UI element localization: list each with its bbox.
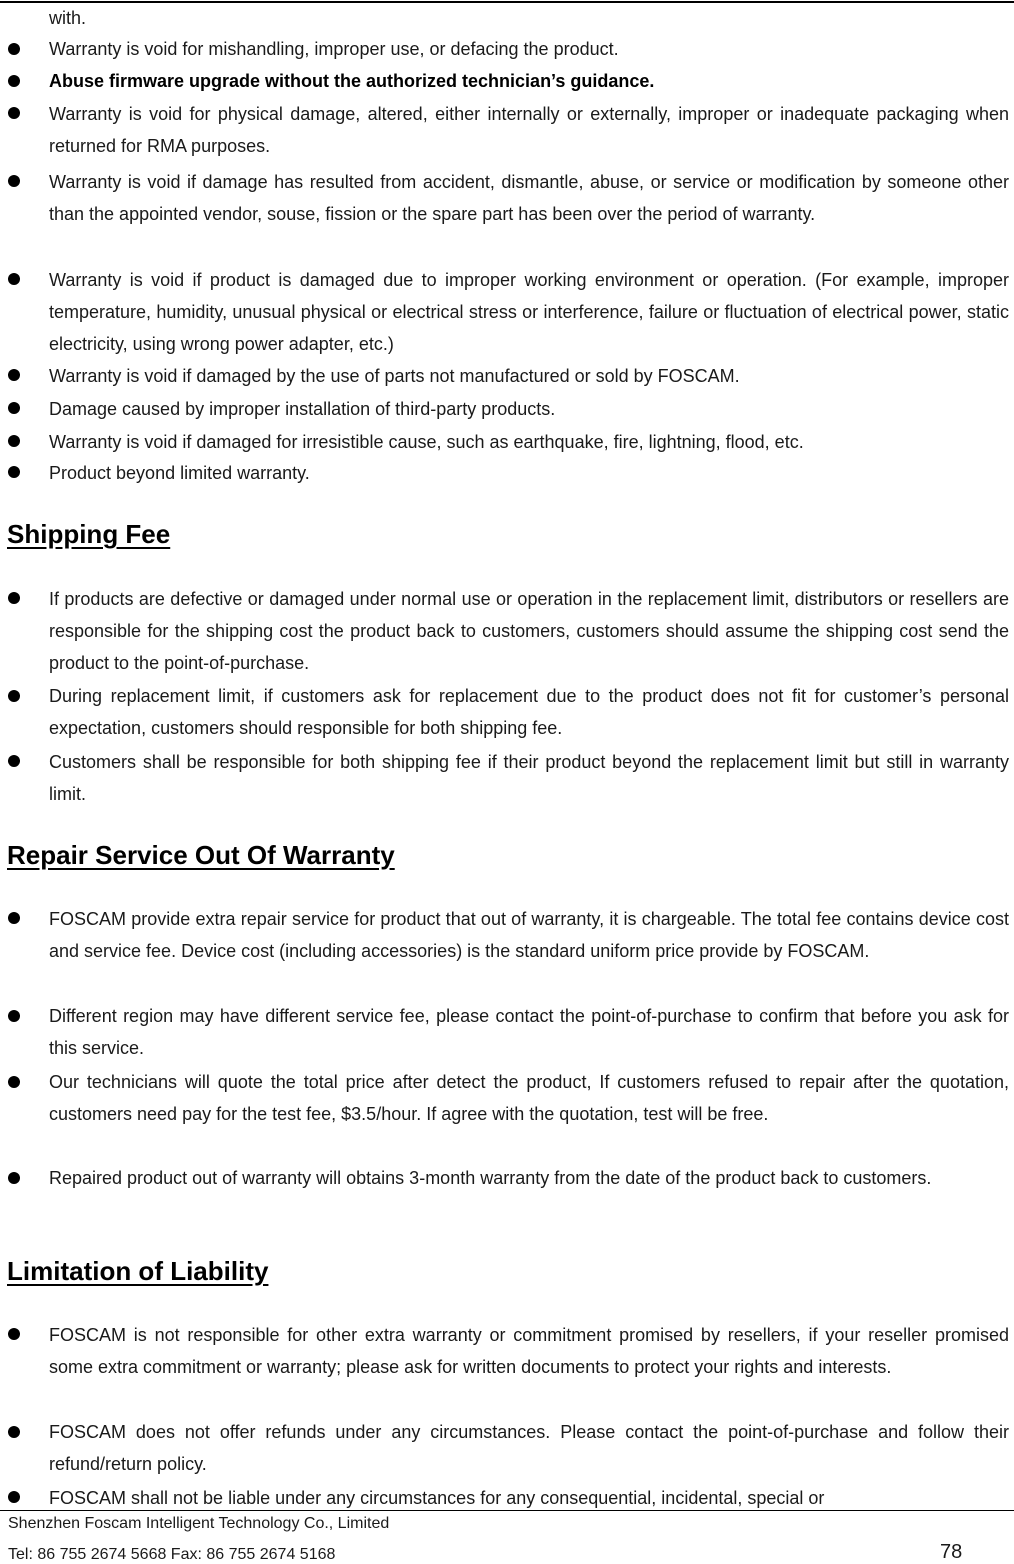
- continuation-text: with.: [49, 8, 87, 28]
- bullet-icon: [8, 1010, 20, 1022]
- bullet-icon: [8, 1172, 20, 1184]
- list-item: Warranty is void if damaged for irresistible cause, such as earthquake, fire, lightning, flood, etc.: [49, 432, 804, 452]
- bullet-icon: [8, 175, 20, 187]
- list-item: Warranty is void if product is damaged due to improper working environment or operation. (For example, improper temperature, humidity, unusual physical or electrical stress or interference, failure or fluctuation of electrical power, static electricity, using wrong power adapter, etc.): [49, 270, 1009, 354]
- footer-company: Shenzhen Foscam Intelligent Technology Co., Limited: [8, 1515, 390, 1532]
- list-item: FOSCAM does not offer refunds under any circumstances. Please contact the point-of-purchase and follow their refund/return policy.: [49, 1422, 1009, 1474]
- bullet-icon: [8, 755, 20, 767]
- list-item-bold: Abuse firmware upgrade without the authorized technician’s guidance.: [49, 71, 655, 91]
- list-item: Warranty is void if damaged by the use of parts not manufactured or sold by FOSCAM.: [49, 366, 740, 386]
- list-item: Product beyond limited warranty.: [49, 463, 310, 483]
- bullet-icon: [8, 690, 20, 702]
- list-item: During replacement limit, if customers ask for replacement due to the product does not fit for customer’s personal expectation, customers should responsible for both shipping fee.: [49, 686, 1009, 738]
- bullet-icon: [8, 1076, 20, 1088]
- bullet-icon: [8, 592, 20, 604]
- list-item: Damage caused by improper installation of third-party products.: [49, 399, 556, 419]
- bullet-icon: [8, 107, 20, 119]
- list-item: Warranty is void if damage has resulted from accident, dismantle, abuse, or service or modification by someone other than the appointed vendor, souse, fission or the spare part has been over the period of warranty.: [49, 172, 1009, 224]
- page-number: 78: [940, 1541, 963, 1563]
- bullet-icon: [8, 75, 20, 87]
- bullet-icon: [8, 1426, 20, 1438]
- bullet-icon: [8, 369, 20, 381]
- list-item: Our technicians will quote the total price after detect the product, If customers refused to repair after the quotation, customers need pay for the test fee, $3.5/hour. If agree with the quotation, test will be free.: [49, 1072, 1009, 1124]
- bullet-icon: [8, 1328, 20, 1340]
- footer-rule: [0, 1510, 1014, 1511]
- list-item: FOSCAM shall not be liable under any circumstances for any consequential, incidental, special or: [49, 1488, 825, 1508]
- footer-contact: Tel: 86 755 2674 5668 Fax: 86 755 2674 5168: [8, 1546, 336, 1563]
- bullet-icon: [8, 466, 20, 478]
- bullet-icon: [8, 1491, 20, 1503]
- list-item: FOSCAM provide extra repair service for product that out of warranty, it is chargeable. The total fee contains device cost and service fee. Device cost (including accessories) is the standard uniform price provide by FOSCAM.: [49, 909, 1009, 961]
- list-item: Repaired product out of warranty will obtains 3-month warranty from the date of the product back to customers.: [49, 1168, 932, 1188]
- bullet-icon: [8, 43, 20, 55]
- bullet-icon: [8, 402, 20, 414]
- list-item: Warranty is void for physical damage, altered, either internally or externally, improper or inadequate packaging when returned for RMA purposes.: [49, 104, 1009, 156]
- list-item: Warranty is void for mishandling, improper use, or defacing the product.: [49, 39, 619, 59]
- list-item: FOSCAM is not responsible for other extra warranty or commitment promised by resellers, if your reseller promised some extra commitment or warranty; please ask for written documents to protect your rights and interests.: [49, 1325, 1009, 1377]
- bullet-icon: [8, 273, 20, 285]
- section-heading-shipping-fee: Shipping Fee: [7, 519, 171, 549]
- list-item: Customers shall be responsible for both shipping fee if their product beyond the replacement limit but still in warranty limit.: [49, 752, 1009, 804]
- list-item: If products are defective or damaged under normal use or operation in the replacement limit, distributors or resellers are responsible for the shipping cost the product back to customers, customers should assume the shipping cost send the product to the point-of-purchase.: [49, 589, 1009, 673]
- section-heading-repair-service: Repair Service Out Of Warranty: [7, 840, 395, 870]
- section-heading-limitation-of-liability: Limitation of Liability: [7, 1256, 269, 1286]
- bullet-icon: [8, 435, 20, 447]
- list-item: Different region may have different service fee, please contact the point-of-purchase to confirm that before you ask for this service.: [49, 1006, 1009, 1058]
- bullet-icon: [8, 912, 20, 924]
